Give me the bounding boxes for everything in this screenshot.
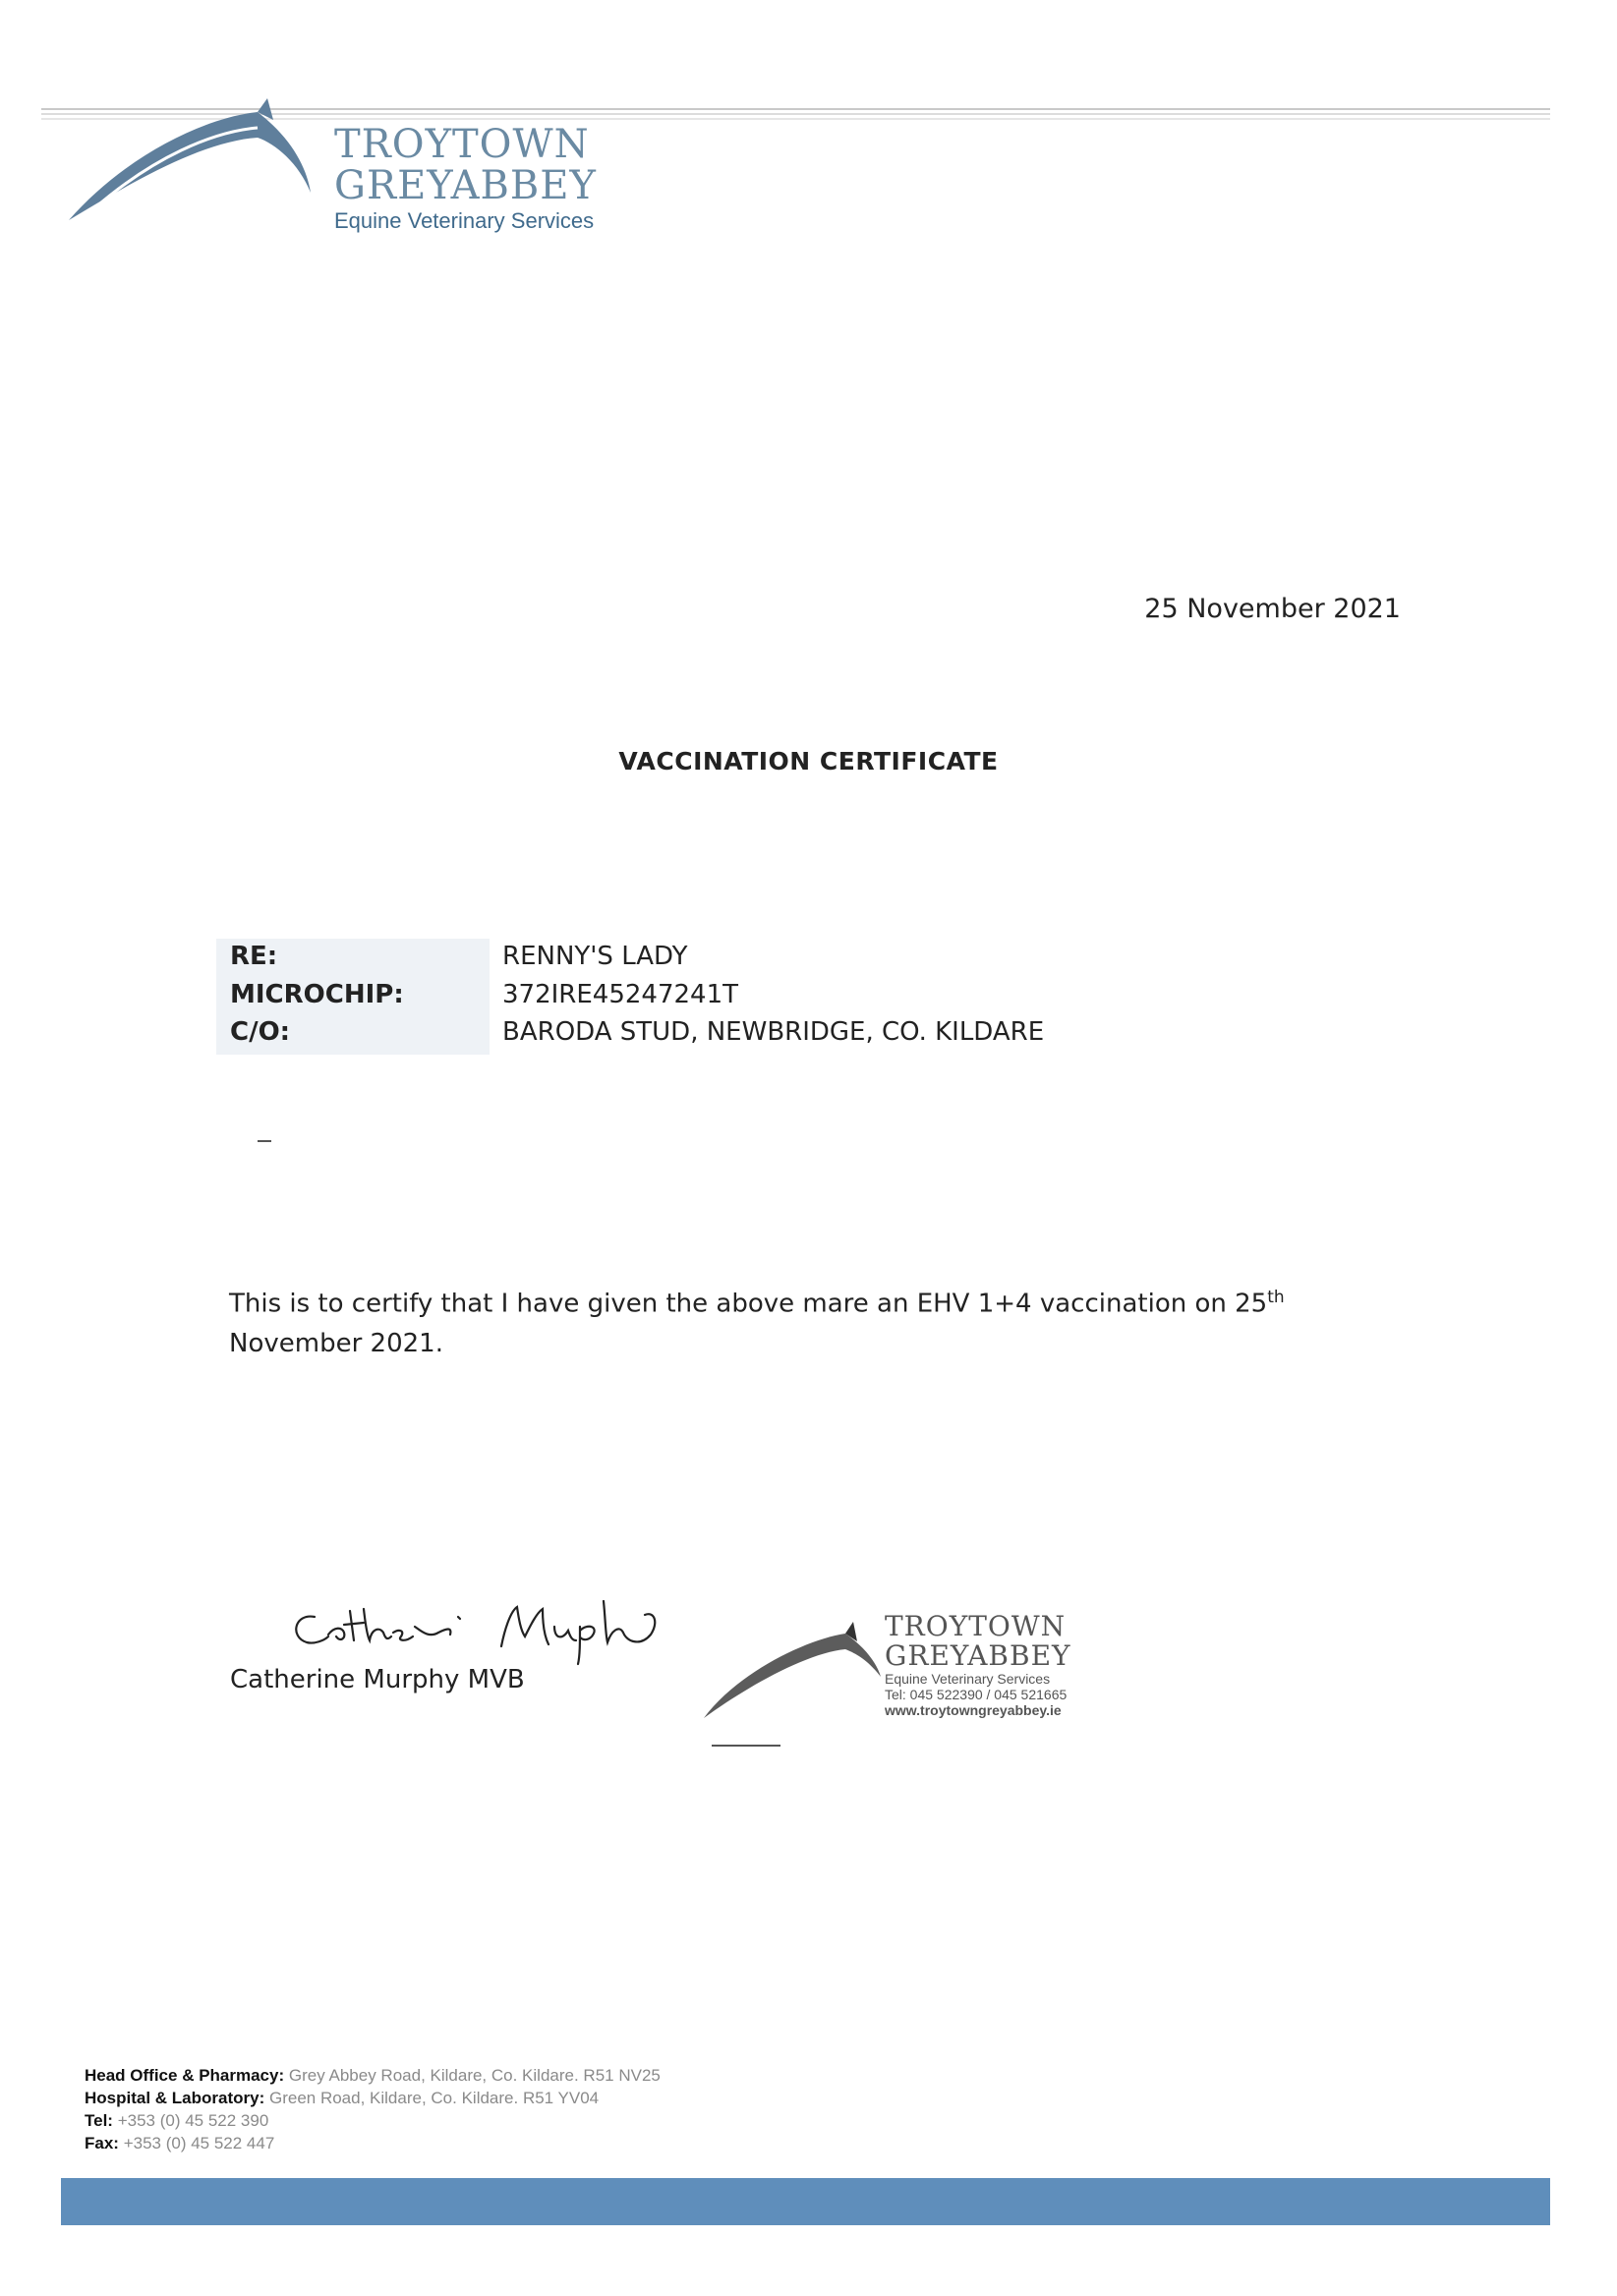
footer-head-office-label: Head Office & Pharmacy: bbox=[85, 2066, 285, 2085]
field-value-re: RENNY'S LADY bbox=[502, 942, 688, 971]
certification-text bbox=[229, 1278, 1320, 1363]
document-title: VACCINATION CERTIFICATE bbox=[618, 747, 999, 775]
field-value-co: BARODA STUD, NEWBRIDGE, CO. KILDARE bbox=[502, 1017, 1045, 1047]
field-label-re: RE: bbox=[230, 942, 278, 971]
footer-head-office bbox=[85, 2064, 661, 2087]
footer-fax bbox=[85, 2132, 661, 2154]
stamp-line-4: Tel: 045 522390 / 045 521665 bbox=[885, 1687, 1068, 1702]
footer-band bbox=[61, 2178, 1550, 2225]
stamp-logo-icon bbox=[698, 1614, 895, 1722]
footer-fax-label: Fax: bbox=[85, 2134, 119, 2152]
certification-text-superscript: th bbox=[1267, 1288, 1285, 1307]
field-value-microchip: 372IRE45247241T bbox=[502, 980, 739, 1009]
footer-tel bbox=[85, 2109, 661, 2132]
stamp-line-3: Equine Veterinary Services bbox=[885, 1671, 1051, 1687]
certification-text-main: This is to certify that I have given the above mare an EHV 1+4 vaccination on 25 bbox=[229, 1289, 1268, 1319]
signatory-name: Catherine Murphy MVB bbox=[230, 1665, 525, 1694]
logo-subtitle: Equine Veterinary Services bbox=[334, 208, 595, 233]
letterhead-logo bbox=[334, 124, 597, 234]
footer-fax-value: +353 (0) 45 522 447 bbox=[123, 2134, 275, 2152]
scan-mark bbox=[258, 1140, 271, 1142]
footer-hospital bbox=[85, 2087, 661, 2109]
field-label-microchip: MICROCHIP: bbox=[230, 980, 404, 1009]
footer-hospital-label: Hospital & Laboratory: bbox=[85, 2089, 265, 2107]
letter-date: 25 November 2021 bbox=[1144, 594, 1401, 624]
certification-text-end: November 2021. bbox=[229, 1328, 443, 1358]
footer-head-office-value: Grey Abbey Road, Kildare, Co. Kildare. R51 NV25 bbox=[288, 2066, 661, 2085]
logo-line-1: TROYTOWN bbox=[334, 122, 590, 167]
logo-line-2: GREYABBEY bbox=[334, 163, 597, 208]
footer-hospital-value: Green Road, Kildare, Co. Kildare. R51 YV04 bbox=[268, 2089, 600, 2107]
stamp-underline bbox=[712, 1745, 780, 1747]
field-label-co: C/O: bbox=[230, 1017, 291, 1047]
stamp-line-2: GREYABBEY bbox=[885, 1639, 1071, 1672]
stamp-line-5: www.troytowngreyabbey.ie bbox=[885, 1702, 1062, 1718]
footer-tel-value: +353 (0) 45 522 390 bbox=[117, 2111, 269, 2130]
stamp-line-1: TROYTOWN bbox=[885, 1610, 1067, 1642]
logo-swoosh-icon bbox=[65, 98, 330, 226]
handwritten-signature bbox=[285, 1587, 698, 1666]
footer-contact bbox=[85, 2064, 661, 2154]
footer-tel-label: Tel: bbox=[85, 2111, 113, 2130]
